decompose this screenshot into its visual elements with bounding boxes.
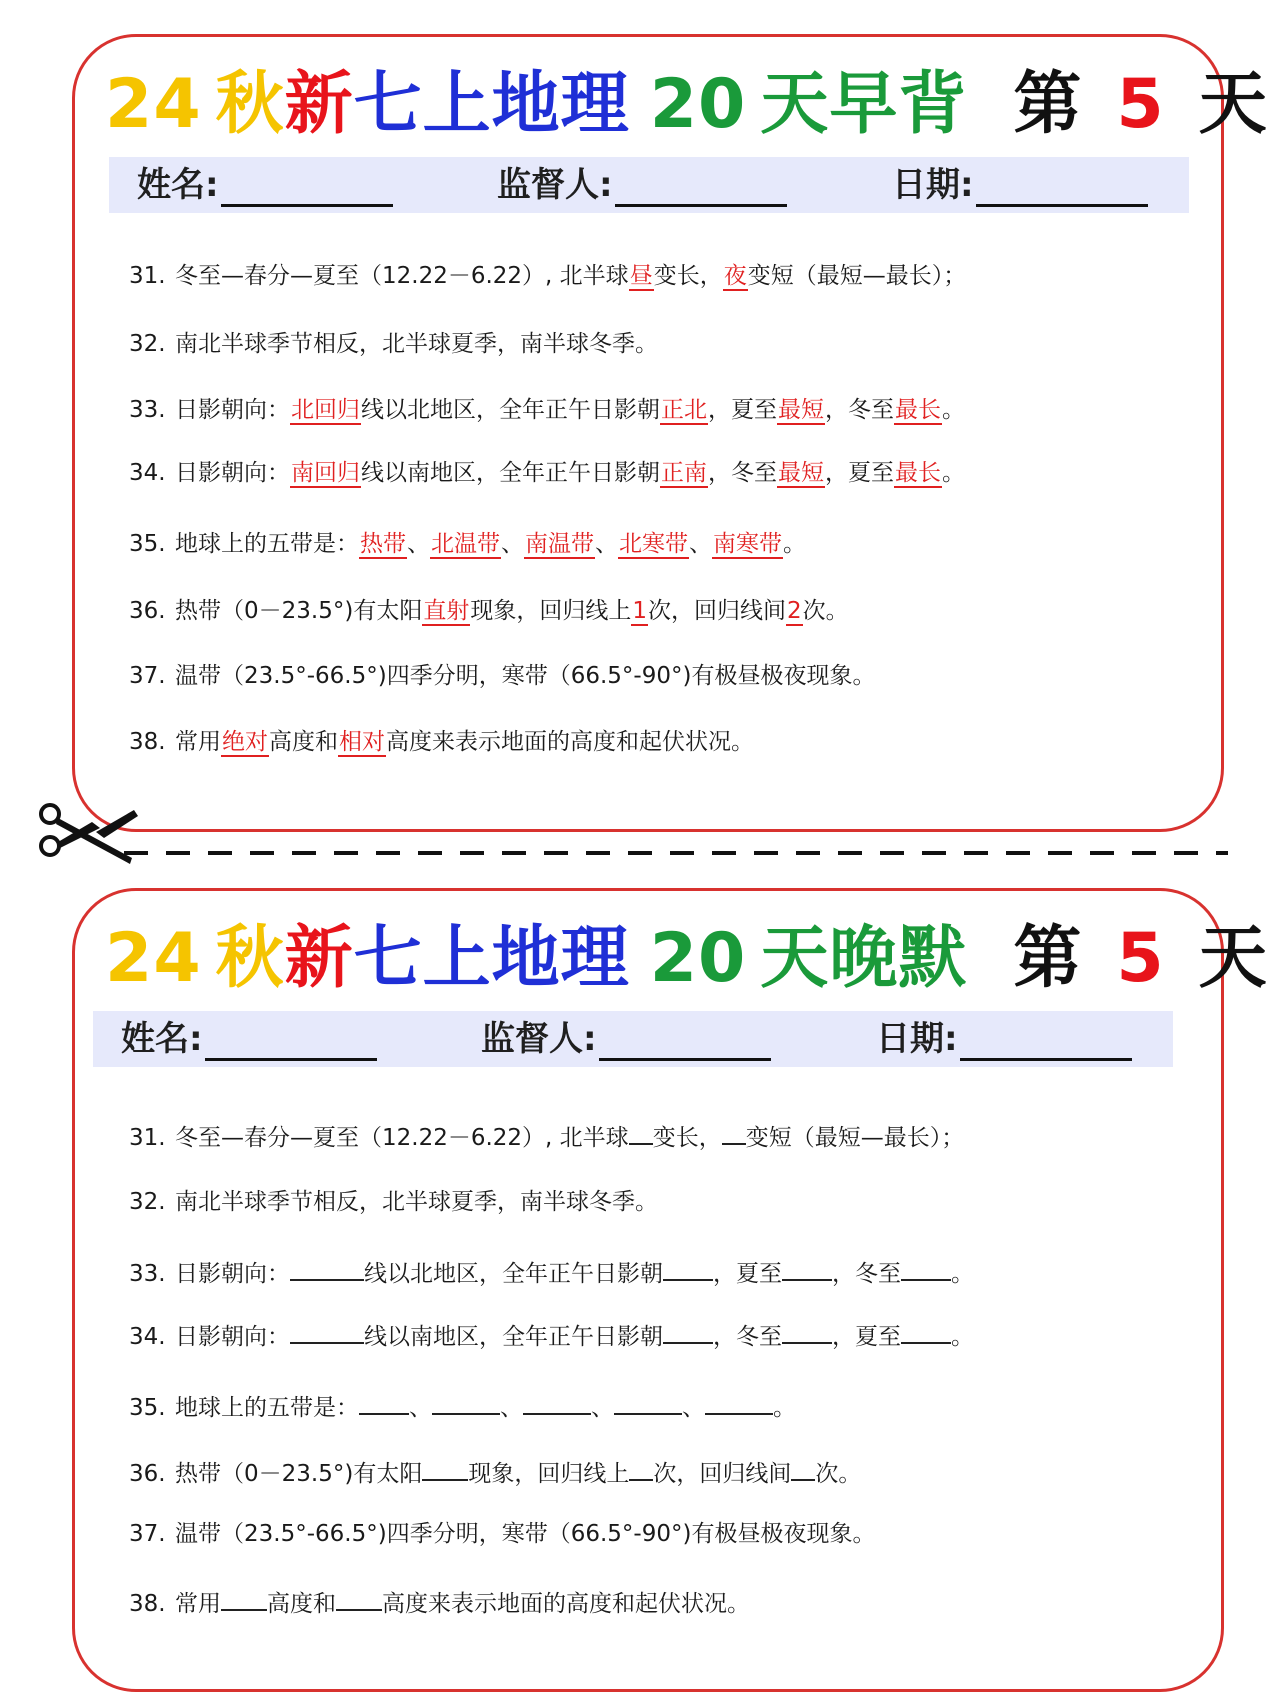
question-text: ，夏至 xyxy=(832,1324,901,1350)
separator: 、 xyxy=(591,1395,614,1421)
separator: 、 xyxy=(501,531,524,557)
date-label: 日期: xyxy=(892,165,974,205)
question-number: 37. xyxy=(129,1521,166,1547)
title-year: 24 xyxy=(105,919,202,998)
name-blank[interactable] xyxy=(205,1018,377,1061)
question-text: ，夏至 xyxy=(825,460,894,486)
answer-blank[interactable] xyxy=(336,1583,382,1611)
question-text: 日影朝向： xyxy=(175,460,290,486)
question-number: 31. xyxy=(129,1125,166,1151)
question-text: 现象，回归线上 xyxy=(470,598,632,624)
answer-blank[interactable] xyxy=(901,1316,951,1344)
title-plan: 天早背 xyxy=(760,65,968,144)
date-field[interactable] xyxy=(876,1011,1132,1067)
card-title xyxy=(105,57,1268,153)
supervisor-blank[interactable] xyxy=(615,164,787,207)
answer-blank[interactable] xyxy=(663,1253,713,1281)
title-di: 第 xyxy=(1013,919,1083,998)
title-subject: 七上地理 xyxy=(353,65,630,144)
question-text: 高度来表示地面的高度和起伏状况。 xyxy=(386,729,754,755)
answer-blank[interactable] xyxy=(614,1387,682,1415)
question-text: 南北半球季节相反，北半球夏季，南半球冬季。 xyxy=(175,1189,658,1215)
question-38 xyxy=(129,725,754,759)
question-37 xyxy=(129,1517,875,1551)
question-number: 34. xyxy=(129,460,166,486)
answer: 最长 xyxy=(895,397,941,423)
title-subject: 七上地理 xyxy=(353,919,630,998)
question-31 xyxy=(129,1117,964,1155)
separator: 、 xyxy=(407,531,430,557)
question-text: 地球上的五带是： xyxy=(175,1395,359,1421)
question-34 xyxy=(129,456,965,490)
question-text: 变短（最短—最长）； xyxy=(745,1125,965,1151)
question-33 xyxy=(129,1253,974,1291)
question-text: 线以南地区，全年正午日影朝 xyxy=(364,1324,663,1350)
question-34 xyxy=(129,1316,974,1354)
question-number: 35. xyxy=(129,1395,166,1421)
answer-blank[interactable] xyxy=(705,1387,773,1415)
question-number: 31. xyxy=(129,263,166,289)
question-text: 。 xyxy=(942,397,965,423)
title-plan: 天晚默 xyxy=(760,919,968,998)
cut-line xyxy=(124,846,1228,860)
answer: 北回归 xyxy=(291,397,360,423)
answer: 2 xyxy=(786,598,802,624)
info-bar xyxy=(93,1011,1173,1067)
title-days-number: 20 xyxy=(649,919,747,998)
question-text: 南北半球季节相反，北半球夏季，南半球冬季。 xyxy=(175,331,658,357)
answer-blank[interactable] xyxy=(629,1453,653,1481)
supervisor-blank[interactable] xyxy=(599,1018,771,1061)
title-day-number: 5 xyxy=(1116,65,1165,144)
title-tian: 天 xyxy=(1198,65,1268,144)
answer: 南寒带 xyxy=(713,531,782,557)
answer: 北寒带 xyxy=(619,531,688,557)
supervisor-label: 监督人: xyxy=(481,1019,597,1059)
answer: 最长 xyxy=(895,460,941,486)
date-label: 日期: xyxy=(876,1019,958,1059)
question-text: 温带（23.5°-66.5°)四季分明，寒带（66.5°-90°)有极昼极夜现象。 xyxy=(175,663,876,689)
answer-blank[interactable] xyxy=(422,1453,468,1481)
question-number: 32. xyxy=(129,331,166,357)
question-text: 高度和 xyxy=(267,1591,336,1617)
question-text: ，冬至 xyxy=(825,397,894,423)
answer: 1 xyxy=(632,598,647,624)
question-35 xyxy=(129,527,806,561)
question-text: 次，回归线间 xyxy=(653,1461,792,1487)
name-field[interactable] xyxy=(137,157,393,213)
question-38 xyxy=(129,1583,750,1621)
name-label: 姓名: xyxy=(137,165,219,205)
question-number: 34. xyxy=(129,1324,166,1350)
question-text: 。 xyxy=(783,531,806,557)
answer: 夜 xyxy=(723,263,747,289)
question-text: ，冬至 xyxy=(832,1261,901,1287)
title-year: 24 xyxy=(105,65,202,144)
answer-blank[interactable] xyxy=(782,1316,832,1344)
separator: 、 xyxy=(409,1395,432,1421)
answer-blank[interactable] xyxy=(359,1387,409,1415)
question-text: ，夏至 xyxy=(708,397,777,423)
question-text: 线以南地区，全年正午日影朝 xyxy=(361,460,660,486)
question-36 xyxy=(129,594,849,628)
question-number: 37. xyxy=(129,663,166,689)
question-text: 热带（0－23.5°)有太阳 xyxy=(175,1461,423,1487)
question-text: 现象，回归线上 xyxy=(468,1461,630,1487)
question-text: 常用 xyxy=(175,729,221,755)
question-text: 冬至—春分—夏至（12.22－6.22）, 北半球 xyxy=(175,1125,629,1151)
question-37 xyxy=(129,659,875,693)
question-text: 。 xyxy=(773,1395,796,1421)
separator: 、 xyxy=(500,1395,523,1421)
name-field[interactable] xyxy=(121,1011,377,1067)
question-number: 38. xyxy=(129,1591,166,1617)
question-text: 日影朝向： xyxy=(175,1261,290,1287)
name-label: 姓名: xyxy=(121,1019,203,1059)
answer-blank[interactable] xyxy=(901,1253,951,1281)
answer: 最短 xyxy=(778,460,824,486)
answer-blank[interactable] xyxy=(663,1316,713,1344)
question-text: 次。 xyxy=(802,598,849,624)
question-text: 线以北地区，全年正午日影朝 xyxy=(364,1261,663,1287)
question-text: 变短（最短—最长）； xyxy=(747,263,967,289)
title-new: 新 xyxy=(284,919,354,998)
date-blank[interactable] xyxy=(976,164,1148,207)
title-new: 新 xyxy=(284,65,354,144)
question-32 xyxy=(129,327,658,361)
card-title xyxy=(105,911,1268,1007)
answer: 正北 xyxy=(661,397,707,423)
info-bar xyxy=(109,157,1189,213)
supervisor-field[interactable] xyxy=(497,157,787,213)
answer: 南温带 xyxy=(525,531,594,557)
question-text: 温带（23.5°-66.5°)四季分明，寒带（66.5°-90°)有极昼极夜现象。 xyxy=(175,1521,876,1547)
question-text: 次，回归线间 xyxy=(647,598,786,624)
date-field[interactable] xyxy=(892,157,1148,213)
question-31 xyxy=(129,259,966,293)
question-33 xyxy=(129,393,965,427)
question-text: 变长， xyxy=(653,263,723,289)
evening-dictation-card xyxy=(72,888,1268,1692)
question-text: 常用 xyxy=(175,1591,221,1617)
title-days-number: 20 xyxy=(649,65,747,144)
question-text: 。 xyxy=(951,1324,974,1350)
question-text: 高度和 xyxy=(269,729,338,755)
separator: 、 xyxy=(689,531,712,557)
title-di: 第 xyxy=(1013,65,1083,144)
question-number: 36. xyxy=(129,1461,166,1487)
title-season: 秋 xyxy=(215,919,285,998)
answer: 昼 xyxy=(629,263,653,289)
question-text: ，夏至 xyxy=(713,1261,782,1287)
question-number: 38. xyxy=(129,729,166,755)
name-blank[interactable] xyxy=(221,164,393,207)
question-text: ，冬至 xyxy=(708,460,777,486)
answer: 相对 xyxy=(339,729,385,755)
question-text: 高度来表示地面的高度和起伏状况。 xyxy=(382,1591,750,1617)
title-tian: 天 xyxy=(1198,919,1268,998)
question-number: 36. xyxy=(129,598,166,624)
answer-blank[interactable] xyxy=(221,1583,267,1611)
separator: 、 xyxy=(682,1395,705,1421)
question-number: 33. xyxy=(129,397,166,423)
answer-blank[interactable] xyxy=(432,1387,500,1415)
question-text: 热带（0－23.5°)有太阳 xyxy=(175,598,423,624)
supervisor-label: 监督人: xyxy=(497,165,613,205)
question-text: ，冬至 xyxy=(713,1324,782,1350)
answer: 热带 xyxy=(360,531,406,557)
question-number: 32. xyxy=(129,1189,166,1215)
date-blank[interactable] xyxy=(960,1018,1132,1061)
question-text: 线以北地区，全年正午日影朝 xyxy=(361,397,660,423)
question-35 xyxy=(129,1387,796,1425)
question-text: 日影朝向： xyxy=(175,1324,290,1350)
answer-blank[interactable] xyxy=(523,1387,591,1415)
question-32 xyxy=(129,1185,658,1219)
answer-blank[interactable] xyxy=(629,1117,653,1145)
supervisor-field[interactable] xyxy=(481,1011,771,1067)
question-text: 地球上的五带是： xyxy=(175,531,359,557)
answer: 直射 xyxy=(423,598,470,624)
separator: 、 xyxy=(595,531,618,557)
answer-blank[interactable] xyxy=(722,1117,746,1145)
title-day-number: 5 xyxy=(1116,919,1165,998)
morning-recite-card xyxy=(72,34,1268,832)
answer: 绝对 xyxy=(222,729,268,755)
question-text: 日影朝向： xyxy=(175,397,290,423)
question-text: 冬至—春分—夏至（12.22－6.22）, 北半球 xyxy=(175,263,629,289)
question-36 xyxy=(129,1453,861,1491)
question-number: 33. xyxy=(129,1261,166,1287)
answer-blank[interactable] xyxy=(290,1253,364,1281)
answer: 最短 xyxy=(778,397,824,423)
answer-blank[interactable] xyxy=(782,1253,832,1281)
question-text: 次。 xyxy=(815,1461,862,1487)
answer-blank[interactable] xyxy=(791,1453,815,1481)
question-text: 。 xyxy=(942,460,965,486)
answer: 北温带 xyxy=(431,531,500,557)
question-text: 变长， xyxy=(652,1125,722,1151)
answer-blank[interactable] xyxy=(290,1316,364,1344)
answer: 正南 xyxy=(661,460,707,486)
title-season: 秋 xyxy=(215,65,285,144)
question-number: 35. xyxy=(129,531,166,557)
answer: 南回归 xyxy=(291,460,360,486)
question-text: 。 xyxy=(951,1261,974,1287)
